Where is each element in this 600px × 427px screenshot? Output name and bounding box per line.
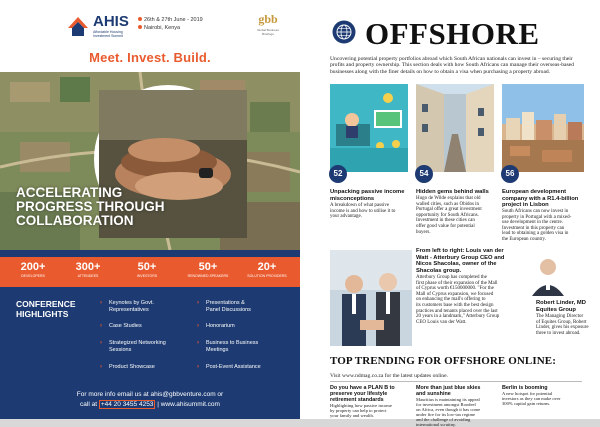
contact-phone-line [0, 400, 300, 410]
stat-developers [8, 261, 58, 278]
stat-value: 50+ [198, 261, 218, 273]
highlight-text: Presentations & [206, 300, 245, 306]
caption-title-line: From left to right: Louis van der [416, 248, 504, 254]
trending-item[interactable] [502, 385, 582, 406]
trending-body-line: by property can help to protect [330, 408, 387, 413]
trending-title-line: retirement standards [330, 397, 384, 403]
highlight-item [197, 340, 259, 354]
stat-attendees [63, 261, 113, 278]
caption-body-line: its customers base with the best design [416, 302, 494, 308]
feature-caption-title [416, 248, 506, 274]
highlight-item [100, 364, 155, 371]
article-summary-line: the European country. [502, 236, 546, 242]
gbb-logo-subtitle: Global Business Briefings [257, 28, 279, 36]
article-summary-line: opportunity for South Africans. [416, 212, 479, 218]
trending-body-line: your family and wealth. [330, 413, 374, 418]
highlight-text: Representatives [109, 307, 149, 313]
stat-label: SOLUTION PROVIDERS [247, 274, 287, 278]
caption-body-line: 20 years in a landmark," Atterbury Group [416, 314, 500, 320]
chevron-right-icon: › [197, 300, 199, 306]
call-prefix: call at [80, 401, 98, 408]
caption-title-line: Shacolas group. [416, 267, 462, 274]
article-title-line: company with a R1.4-billion [502, 195, 579, 202]
highlights-title-line: CONFERENCE [16, 299, 76, 309]
calendar-icon [138, 17, 142, 21]
ahis-advert-page [0, 0, 300, 419]
trending-title-line: Berlin is booming [502, 385, 548, 391]
chevron-right-icon: › [100, 364, 102, 370]
headline-line: ACCELERATING [16, 185, 123, 200]
article-summary-line: your advantage. [330, 214, 362, 220]
article-summary-line: lead to obtaining a golden visa in [502, 231, 569, 237]
tagline: Meet. Invest. Build. [89, 50, 211, 65]
trending-body-line: international scrutiny. [416, 422, 457, 427]
article-summary-line: Investment in these cities can [416, 218, 475, 224]
trending-title-line: Do you have a PLAN B to [330, 385, 395, 391]
article-title[interactable] [502, 189, 586, 209]
article-summary [416, 196, 498, 235]
trending-body-line: investors as they can make over [502, 396, 561, 401]
article-title[interactable] [416, 189, 498, 196]
offshore-page [300, 0, 600, 427]
globe-icon [332, 20, 356, 44]
stat-label: ATTENDEES [77, 274, 99, 278]
trending-body-line: Mauritius is maintaining its appeal [416, 397, 480, 402]
caption-title-line: Nicos Shacolas, owner of the [416, 261, 497, 267]
caption-body-line: The Managing Director [536, 314, 584, 319]
caption-body-line: on enhancing the mall's offering to [416, 297, 486, 303]
trending-body-line: 300% capital gain returns. [502, 401, 551, 406]
chevron-right-icon: › [197, 364, 199, 370]
chevron-right-icon: › [100, 323, 102, 329]
stat-value: 300+ [75, 261, 101, 273]
highlight-text: Product Showcase [109, 364, 155, 370]
trending-body-line: and the challenge of avoiding [416, 417, 471, 422]
highlight-item [100, 340, 166, 354]
highlight-item [197, 364, 261, 371]
chevron-right-icon: › [197, 340, 199, 346]
gbb-logo-text: gbb [258, 12, 278, 26]
stats-bar [0, 257, 300, 287]
article-title-line: misconceptions [330, 195, 375, 202]
article-thumbnail [330, 84, 408, 172]
executives-photo [330, 250, 412, 346]
event-dates: 26th & 27th June - 2019 [144, 17, 203, 23]
article-title-line: Hidden gems behind walls [416, 189, 489, 195]
lisbon-skyline-photo [502, 84, 584, 172]
caption-body-line: Atterbury Group has completed the [416, 275, 487, 280]
caption-body-line: Mall of Cyprus expansion, we focused [416, 291, 494, 297]
trending-title-line: More than just blue skies [416, 385, 481, 391]
stat-value: 50+ [137, 261, 157, 273]
trending-body-line: under fire for its low-tax regime [416, 412, 476, 417]
caption-title-line: Watt - Atterbury Group CEO and [416, 254, 505, 261]
ahis-logo-subtitle: Affordable Housing Investment Summit [93, 30, 123, 38]
article-title-line: project in Lisbon [502, 202, 549, 208]
feature-caption-title [536, 300, 596, 313]
trending-body-line: for investment amongst Roodeel [416, 402, 476, 407]
house-logo-icon [66, 14, 90, 38]
highlight-text: Post-Event Assistance [206, 364, 261, 370]
article-summary-line: A breakdown of what passive [330, 203, 390, 208]
phone-number[interactable]: +44 20 3455 4253 [100, 401, 154, 408]
headline-line: PROGRESS THROUGH [16, 199, 165, 214]
page-number-badge[interactable]: 52 [329, 165, 347, 183]
divider [330, 381, 582, 382]
article-summary-line: Hugo de Wilde explains that old [416, 196, 481, 201]
page-number-badge[interactable]: 56 [501, 165, 519, 183]
caption-body-line: of Equites Group, Robert [536, 319, 587, 325]
trending-heading: TOP TRENDING FOR OFFSHORE ONLINE: [330, 355, 556, 367]
caption-body-line: of Cyprus worth €150000000. "For the [416, 286, 494, 292]
section-intro: Uncovering potential property portfolios abroad which South African nationals can invest in – securing their profits and property ownership. This section deals with how South Africans can manage their overseas-based businesses along with the finer details on how to obtain a visa when purchasing a property abroad. [330, 56, 574, 75]
stat-value: 20+ [257, 261, 277, 273]
caption-body-line: practices and tenants placed over the last [416, 308, 498, 314]
article-summary-line: walled cities, such as Obidos in [416, 201, 480, 207]
article-summary [330, 203, 412, 220]
chevron-right-icon: › [197, 323, 199, 329]
highlight-text: Keynotes by Govt. [109, 300, 154, 306]
two-men-portrait [330, 250, 412, 346]
headline-line: COLLABORATION [16, 213, 134, 228]
ahis-header [0, 0, 300, 50]
trending-body-line: A new hotspot for potential [502, 391, 553, 396]
walled-city-street-photo [416, 84, 494, 172]
section-title: OFFSHORE [365, 16, 540, 51]
article-thumbnail [416, 84, 494, 172]
chevron-right-icon: › [100, 300, 102, 306]
caption-body-line: first phase of their expansion of the Mall [416, 280, 498, 286]
caption-title-line: Robert Linder, MD [536, 300, 586, 306]
trending-title-line: and sunshine [416, 391, 451, 397]
highlight-text: Meetings [206, 347, 229, 353]
feature-caption-body [536, 314, 596, 336]
highlight-text: Honorarium [206, 323, 235, 329]
caption-body-line: CEO Louis van der Watt. [416, 319, 467, 325]
article-summary-line: buyers. [416, 229, 431, 235]
trending-title-line: preserve your lifestyle [330, 391, 388, 397]
article-summary-line: offer good value for potential [416, 223, 475, 229]
article-title[interactable] [330, 189, 412, 202]
highlight-item [197, 323, 235, 330]
article-title-line: European development [502, 189, 567, 195]
highlights-title [16, 299, 76, 319]
stat-label: INVESTORS [136, 274, 158, 278]
stat-investors [122, 261, 172, 278]
portrait-image [526, 252, 570, 296]
robert-linder-photo [526, 252, 570, 296]
website-link[interactable]: | www.ahisummit.com [157, 401, 220, 408]
article-thumbnail [502, 84, 584, 172]
article-summary [502, 209, 586, 243]
article-summary-line: Investment in this property can [502, 225, 565, 231]
article-summary-line: property in Portugal with a mixed- [502, 214, 572, 220]
contact-info [0, 390, 300, 410]
highlight-item [100, 323, 142, 330]
passive-income-illustration [330, 84, 408, 172]
trending-body-line: Highlighting how passive income [330, 403, 392, 408]
caption-body-line: Linder, gives his exposure [536, 325, 589, 331]
stat-value: 200+ [20, 261, 46, 273]
article-summary-line: income is and how to utilise it to [330, 208, 396, 214]
article-summary-line: Portugal offer a great investment [416, 207, 482, 213]
stat-speakers [183, 261, 233, 278]
article-title-line: Unpacking passive income [330, 189, 405, 195]
contact-email-line: For more info email us at ahis@gbbventure.com or [76, 391, 224, 398]
feature-caption-body [416, 275, 506, 325]
event-location: Nairobi, Kenya [144, 25, 181, 31]
location-pin-icon [138, 25, 142, 29]
caption-title-line: Equites Group [536, 306, 576, 313]
highlight-text: Strategized Networking [109, 340, 166, 346]
trending-item[interactable] [330, 385, 410, 418]
highlight-text: Business to Business [206, 340, 259, 346]
visit-website-text[interactable]: Visit www.ndmag.co.za for the latest updates online. [330, 373, 448, 379]
highlight-item [197, 300, 251, 314]
caption-body-line: three to invest abroad. [536, 330, 581, 336]
highlight-text: Sessions [109, 347, 132, 353]
highlight-text: Panel Discussions [206, 307, 251, 313]
article-summary-line: South Africans can now invest in [502, 209, 569, 214]
page-number-badge[interactable]: 54 [415, 165, 433, 183]
chevron-right-icon: › [100, 340, 102, 346]
event-info [138, 16, 203, 32]
trending-item[interactable] [416, 385, 496, 427]
stat-label: RENOWNED SPEAKERS [187, 274, 229, 278]
stat-label: DEVELOPERS [21, 274, 45, 278]
gbb-logo [256, 12, 280, 42]
trending-body-line: on Africa, even though it has come [416, 407, 481, 412]
article-summary-line: use development in the centre. [502, 220, 563, 226]
ahis-logo-text: AHIS [93, 13, 129, 30]
headline [16, 186, 165, 228]
highlight-text: Case Studies [109, 323, 142, 329]
stat-solution-providers [242, 261, 292, 278]
highlight-item [100, 300, 154, 314]
highlights-title-line: HIGHLIGHTS [16, 309, 69, 319]
